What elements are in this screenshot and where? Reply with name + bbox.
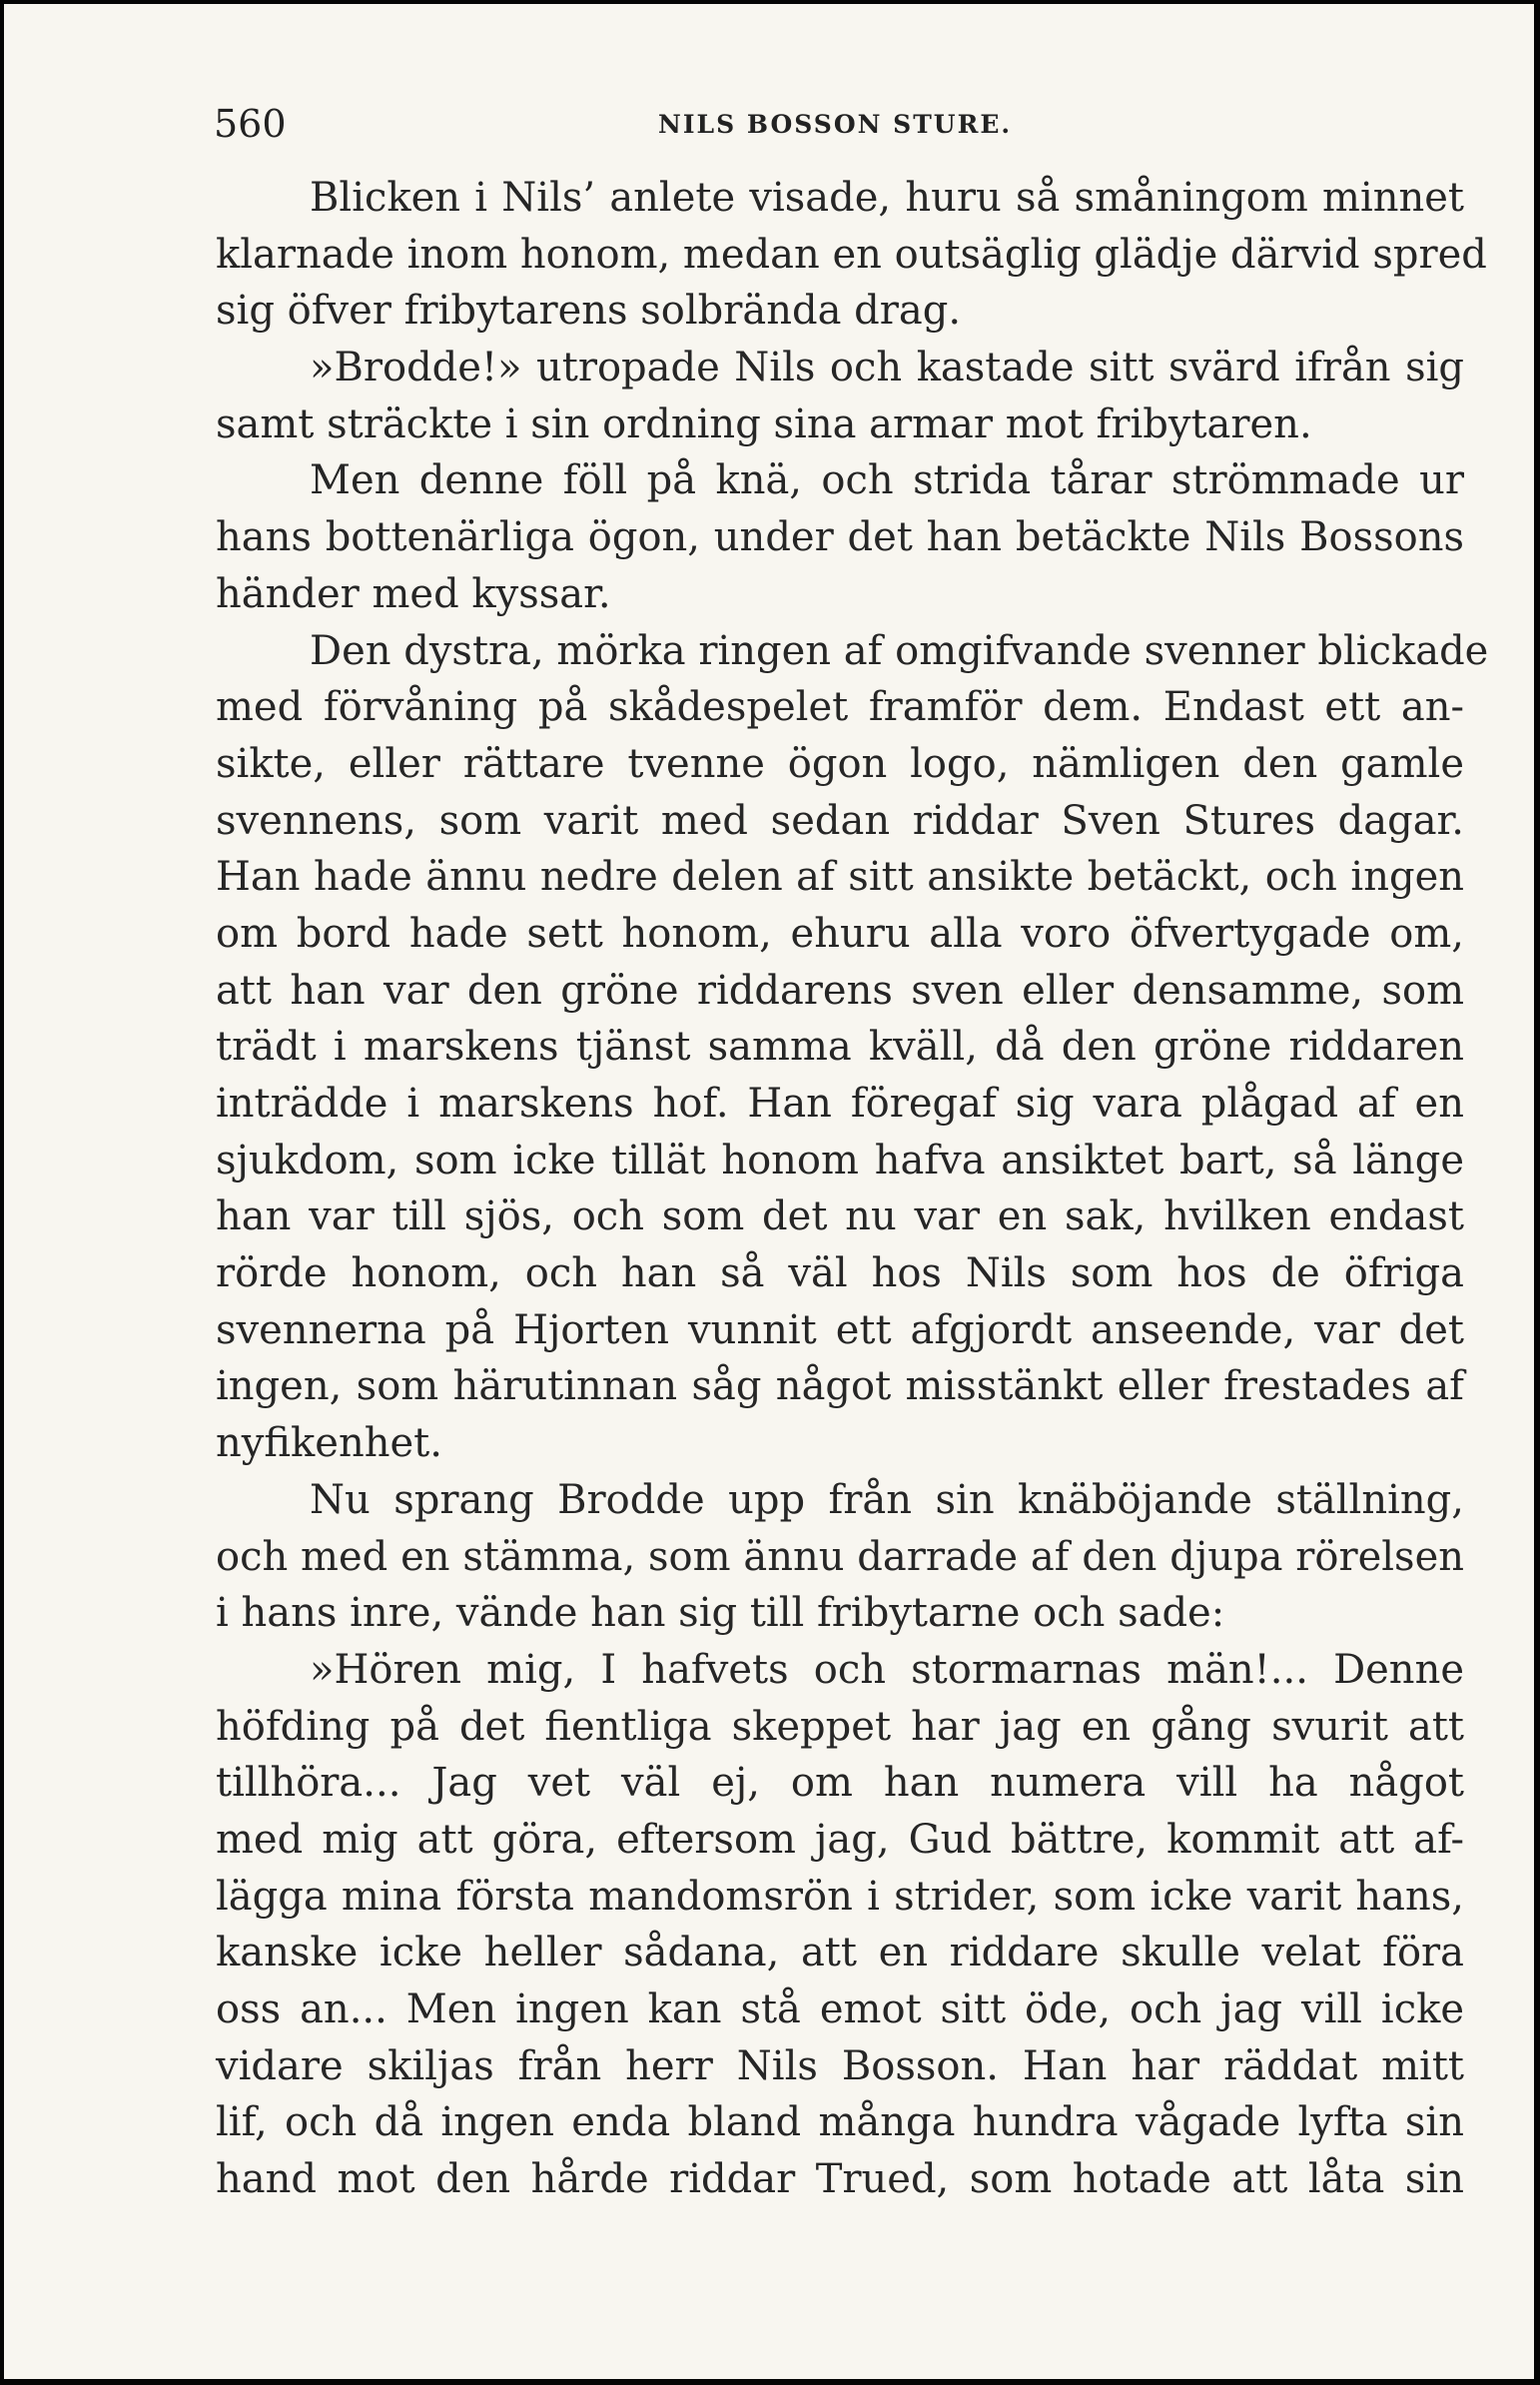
text-line: han var till sjös, och som det nu var en sak, hvilken endast [216,1193,1464,1240]
text-line: och med en stämma, som ännu darrade af den djupa rörelsen [216,1533,1464,1580]
page-header [214,96,1472,156]
text-line: trädt i marskens tjänst samma kväll, då den gröne riddaren [216,1024,1464,1071]
text-line: Den dystra, mörka ringen af omgifvande svenner blickade [310,627,1489,674]
text-line: kanske icke heller sådana, att en riddare skulle velat föra [216,1930,1464,1977]
text-line: inträdde i marskens hof. Han föregaf sig vara plågad af en [216,1081,1464,1127]
text-line: samt sträckte i sin ordning sina armar mot fribytaren. [216,400,1312,447]
text-line: Nu sprang Brodde upp från sin knäböjande ställning, [310,1476,1464,1523]
text-line: oss an... Men ingen kan stå emot sitt öde, och jag vill icke [216,1987,1464,2032]
text-line: »Brodde!» utropade Nils och kastade sitt svärd ifrån sig [310,345,1464,392]
page-number: 560 [214,102,287,146]
text-line: sikte, eller rättare tvenne ögon logo, nämligen den gamle [216,740,1464,787]
text-line: nyfikenhet. [216,1420,442,1467]
text-line: rörde honom, och han så väl hos Nils som hos de öfriga [216,1250,1464,1297]
text-line: sjukdom, som icke tillät honom hafva ansiktet bart, så länge [216,1137,1464,1184]
text-line: svennerna på Hjorten vunnit ett afgjordt anseende, var det [216,1306,1464,1353]
body-text [216,170,1489,2208]
text-line: lif, och då ingen enda bland många hundra vågade lyfta sin [216,2099,1464,2146]
text-line: »Hören mig, I hafvets och stormarnas män!... Denne [310,1646,1464,1693]
running-title: NILS BOSSON STURE. [658,110,1013,139]
text-line: höfding på det fientliga skeppet har jag en gång svurit att [216,1703,1464,1750]
text-line: i hans inre, vände han sig till fribytarne och sade: [216,1590,1225,1637]
text-line: med förvåning på skådespelet framför dem. Endast ett an- [216,684,1464,731]
text-line: sig öfver fribytarens solbrända drag. [216,288,962,335]
text-line: händer med kyssar. [216,570,611,617]
book-page [4,4,1534,2379]
text-line: Han hade ännu nedre delen af sitt ansikte betäckt, och ingen [216,854,1464,901]
text-line: att han var den gröne riddarens sven eller densamme, som [216,967,1464,1014]
text-line: om bord hade sett honom, ehuru alla voro öfvertygade om, [216,910,1464,957]
text-line: svennens, som varit med sedan riddar Sven Stures dagar. [216,797,1464,844]
text-line: tillhöra... Jag vet väl ej, om han numera vill ha något [216,1760,1464,1807]
text-line: ingen, som härutinnan såg något misstänkt eller frestades af [216,1363,1464,1410]
text-line: lägga mina första mandomsrön i strider, som icke varit hans, [216,1873,1464,1920]
text-line: vidare skiljas från herr Nils Bosson. Han har räddat mitt [216,2042,1464,2089]
text-line: med mig att göra, eftersom jag, Gud bättre, kommit att af- [216,1816,1464,1863]
text-line: Blicken i Nils’ anlete visade, huru så småningom minnet [310,175,1464,221]
text-line: hand mot den hårde riddar Trued, som hotade att låta sin [216,2156,1464,2203]
text-line: hans bottenärliga ögon, under det han betäckte Nils Bossons [216,514,1464,561]
text-line: Men denne föll på knä, och strida tårar strömmade ur [310,457,1464,504]
text-line: klarnade inom honom, medan en outsäglig glädje därvid spred [216,231,1487,278]
